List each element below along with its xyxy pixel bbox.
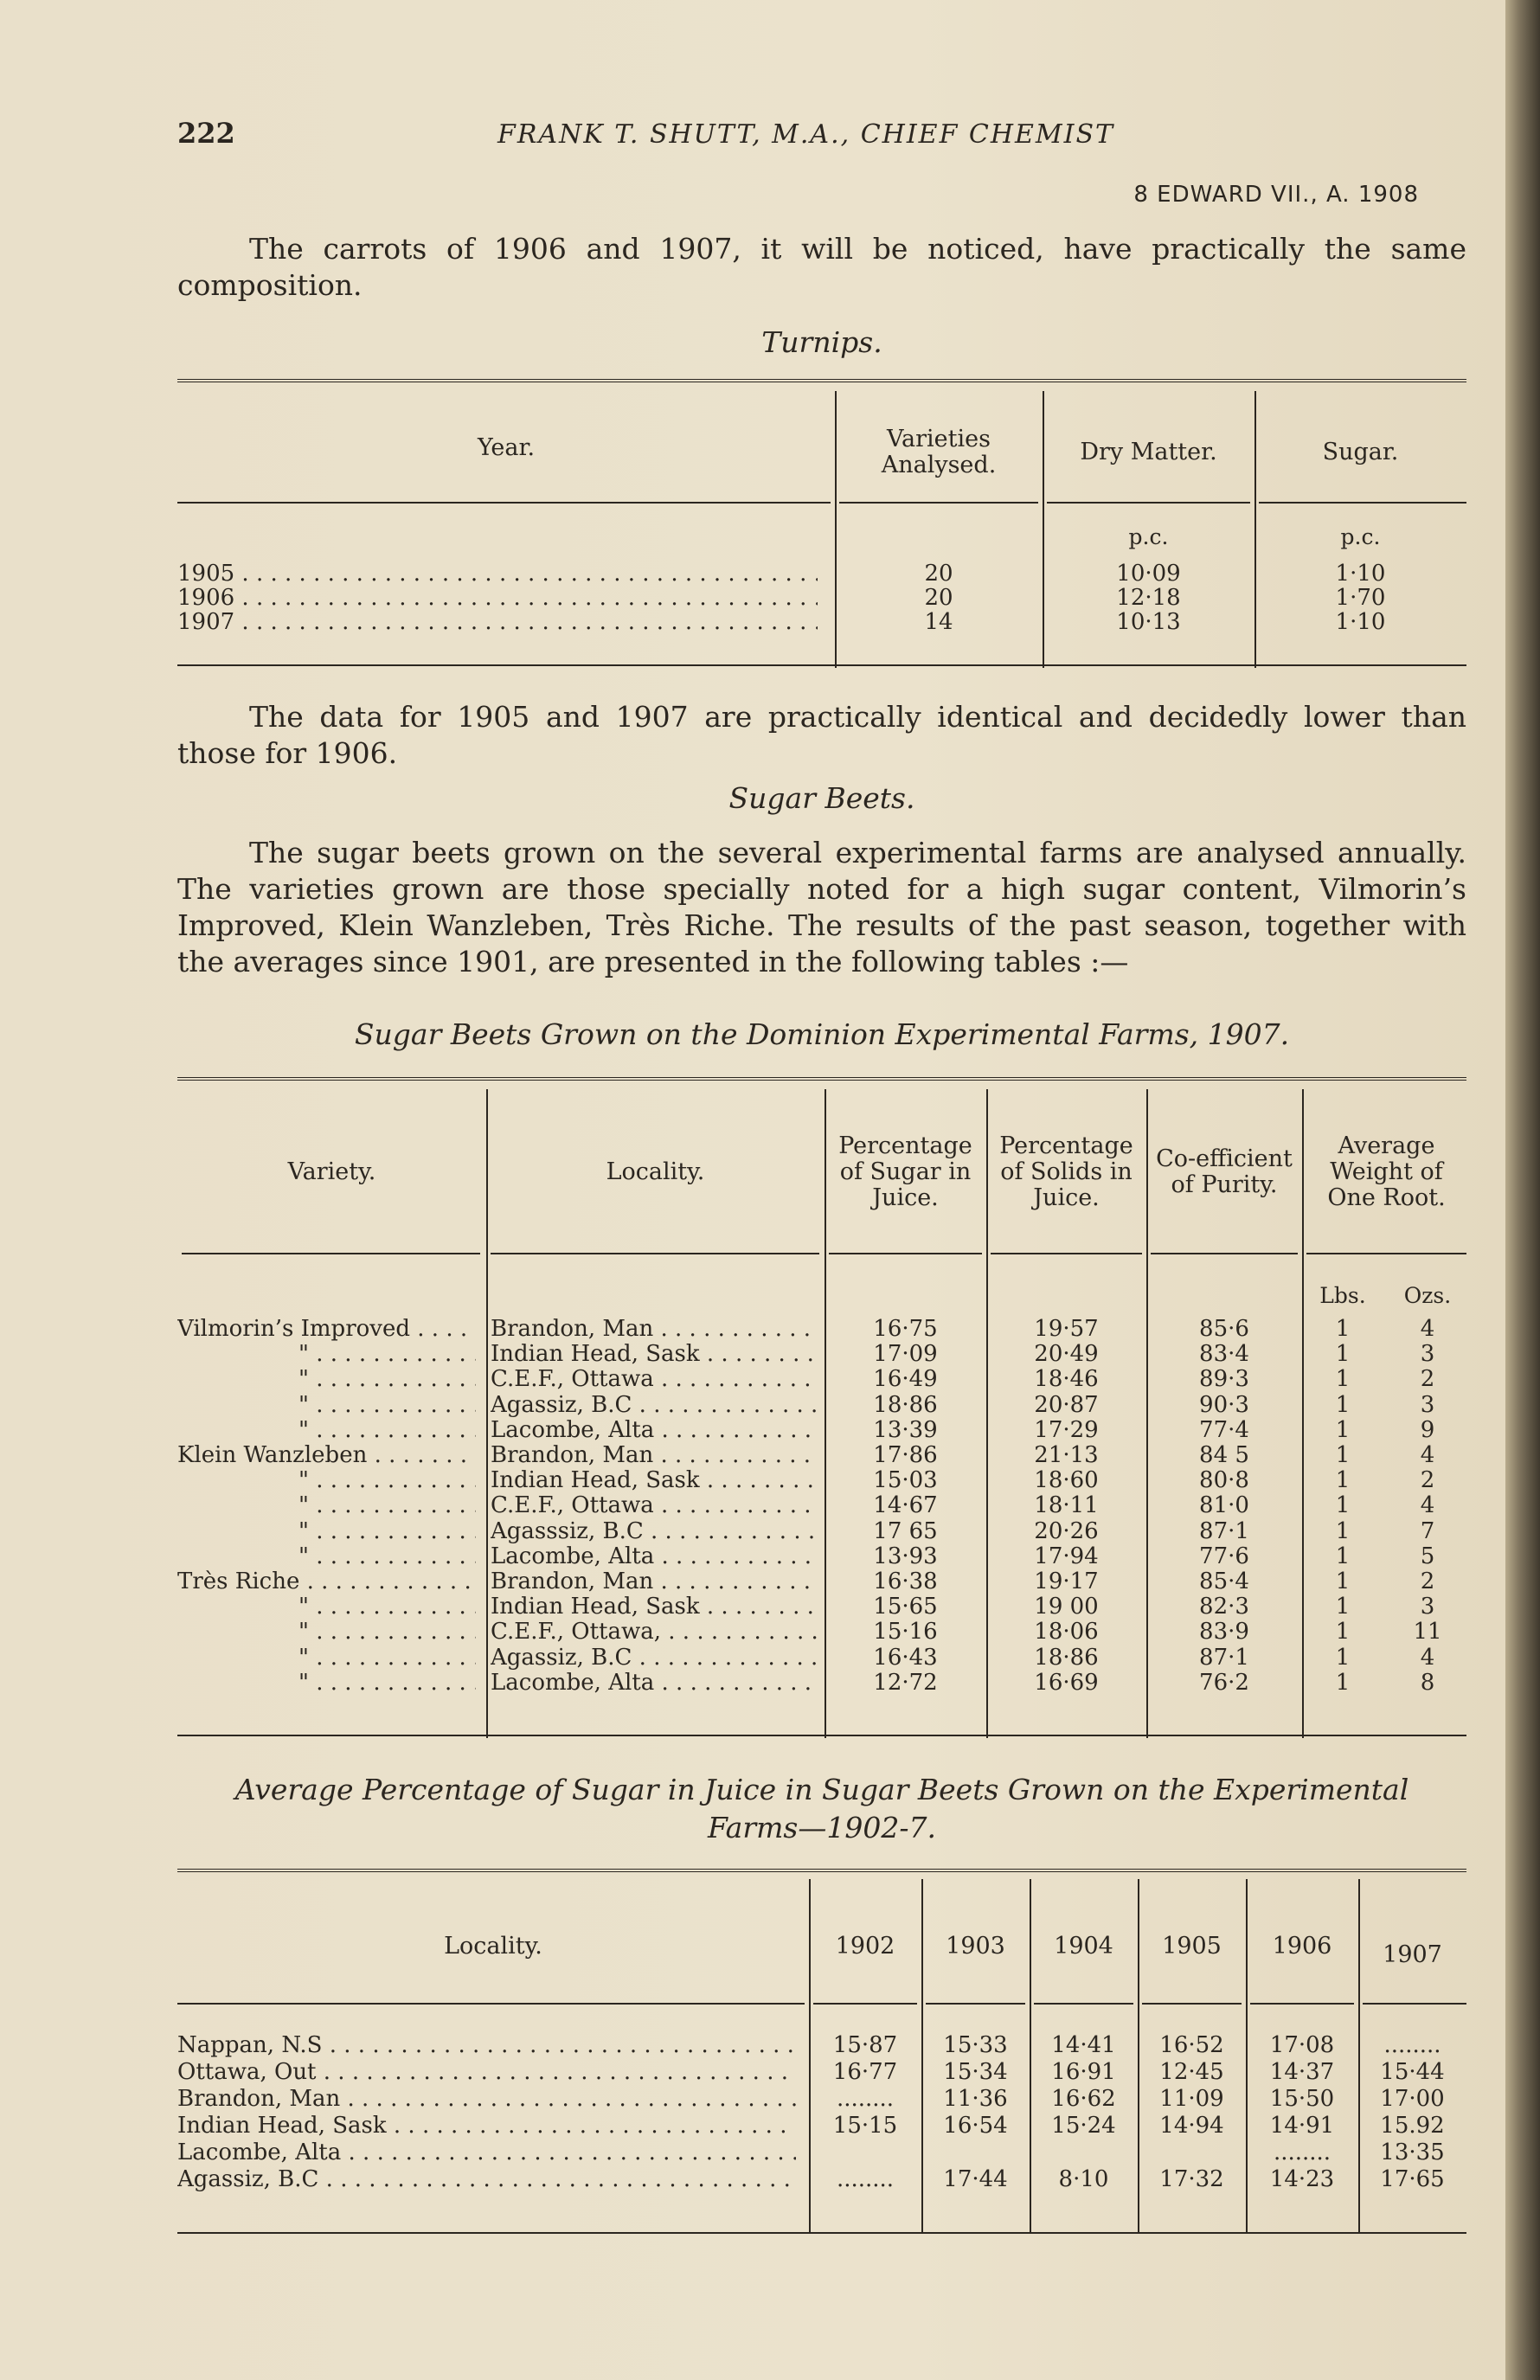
cell-value: 16·77 — [832, 2059, 898, 2085]
carrots-paragraph: The carrots of 1906 and 1907, it will be noticed, have practically the same composition. — [177, 232, 1466, 302]
table-row — [177, 1493, 1466, 1517]
cell-value: ........ — [836, 2086, 895, 2112]
table-row — [177, 2167, 1466, 2191]
cell-value: 17·44 — [943, 2166, 1008, 2192]
cell-variety: " . . . — [177, 1342, 476, 1366]
turnips-title: Turnips. — [761, 325, 882, 359]
cell-value: 15·34 — [943, 2059, 1008, 2085]
cell-ozs: 4 — [1420, 1644, 1435, 1671]
cell-locality: Brandon, Man . . . — [491, 1569, 818, 1594]
cell-value: 15·33 — [943, 2032, 1008, 2058]
running-head: FRANK T. SHUTT, M.A., CHIEF CHEMIST — [497, 119, 1115, 150]
cell-value: 16·52 — [1159, 2032, 1224, 2058]
cell-locality: Lacombe, Alta . . . — [491, 1418, 818, 1442]
cell-value: 17·32 — [1159, 2166, 1224, 2192]
cell-value: 17·08 — [1269, 2032, 1335, 2058]
cell-value: 12·45 — [1159, 2059, 1224, 2085]
cell-ozs: 7 — [1420, 1517, 1435, 1544]
cell-locality: Ottawa, Out . . . — [177, 2060, 796, 2084]
cell-ozs: 8 — [1420, 1669, 1435, 1696]
session-label: 8 EDWARD VII., A. 1908 — [1133, 182, 1419, 208]
cell-value: 17·00 — [1380, 2086, 1445, 2112]
table-row — [177, 1418, 1466, 1442]
table-row — [177, 1594, 1466, 1619]
cell-solids: 17·94 — [1034, 1543, 1099, 1569]
table-row — [177, 1443, 1466, 1467]
cell-locality: Indian Head, Sask . . . — [491, 1594, 818, 1619]
cell-purity: 82·3 — [1199, 1594, 1249, 1620]
table-row — [177, 1342, 1466, 1366]
cell-sugar: 13·39 — [873, 1416, 938, 1443]
cell-sugar: 17·09 — [873, 1341, 938, 1368]
header-purity: Co-efficient of Purity. — [1156, 1145, 1293, 1198]
cell-sugar: 16·75 — [873, 1316, 938, 1342]
cell-locality: C.E.F., Ottawa . . . — [491, 1367, 818, 1391]
cell-locality: Agassiz, B.C . . . — [177, 2167, 796, 2191]
cell-variety: " . . . — [177, 1519, 476, 1543]
beets-table-title: Sugar Beets Grown on the Dominion Experimental Farms, 1907. — [354, 1017, 1290, 1051]
cell-value: 15·87 — [832, 2032, 898, 2058]
cell-purity: 83·9 — [1199, 1619, 1249, 1645]
header-sugar: Sugar. — [1322, 439, 1399, 465]
cell-purity: 85·4 — [1199, 1568, 1249, 1594]
cell-value: ........ — [1273, 2139, 1331, 2165]
cell-value: ........ — [1383, 2032, 1441, 2058]
cell-solids: 18·11 — [1034, 1492, 1099, 1519]
cell-variety: " . . . — [177, 1418, 476, 1442]
cell-lbs: 1 — [1335, 1316, 1351, 1342]
cell-locality: Lacombe, Alta . . . — [177, 2140, 796, 2165]
cell-ozs: 3 — [1420, 1391, 1435, 1418]
cell-purity: 80·8 — [1199, 1467, 1249, 1494]
cell-ozs: 11 — [1413, 1619, 1442, 1645]
cell-purity: 77·6 — [1199, 1543, 1249, 1569]
cell-purity: 89·3 — [1199, 1366, 1249, 1393]
cell-value: 16·54 — [943, 2113, 1008, 2139]
cell-lbs: 1 — [1335, 1442, 1351, 1468]
header-year-1903: 1903 — [946, 1933, 1005, 1960]
table-row — [177, 1645, 1466, 1670]
cell-purity: 87·1 — [1199, 1517, 1249, 1544]
header-year: Year. — [477, 434, 536, 461]
cell-variety: " . . . — [177, 1645, 476, 1670]
table-row: 1905 . . . 20 10·09 1·10 — [177, 561, 1466, 586]
cell-sugar: 12·72 — [873, 1669, 938, 1696]
cell-solids: 19·17 — [1034, 1568, 1099, 1594]
cell-value: 15·44 — [1380, 2059, 1445, 2085]
cell-ozs: 2 — [1420, 1366, 1435, 1393]
cell-locality: Brandon, Man . . . — [491, 1317, 818, 1341]
header-dry-matter: Dry Matter. — [1080, 439, 1217, 465]
cell-variety: " . . . — [177, 1594, 476, 1619]
lbs-unit: Lbs. — [1319, 1283, 1366, 1308]
cell-variety: Très Riche . . . — [177, 1569, 476, 1594]
turnips-comment: The data for 1905 and 1907 are practically identical and decidedly lower than those for 1906. — [177, 700, 1466, 770]
dry-unit: p.c. — [1128, 524, 1169, 549]
cell-locality: C.E.F., Ottawa, . . . — [491, 1620, 818, 1644]
avg-table-title-line1: Average Percentage of Sugar in Juice in Sugar Beets Grown on the Experimental — [234, 1773, 1409, 1806]
average-sugar-table — [177, 1869, 1466, 2236]
cell-ozs: 4 — [1420, 1316, 1435, 1342]
sugar-unit: p.c. — [1340, 524, 1381, 549]
cell-purity: 81·0 — [1199, 1492, 1249, 1519]
cell-lbs: 1 — [1335, 1416, 1351, 1443]
table-row — [177, 2060, 1466, 2084]
header-varieties: Varieties Analysed. — [881, 426, 997, 478]
page-number: 222 — [177, 117, 235, 150]
cell-lbs: 1 — [1335, 1517, 1351, 1544]
cell-value: 15·15 — [832, 2113, 898, 2139]
cell-variety: " . . . — [177, 1544, 476, 1568]
cell-locality: C.E.F., Ottawa . . . — [491, 1493, 818, 1517]
header-weight: Average Weight of One Root. — [1327, 1132, 1446, 1211]
cell-lbs: 1 — [1335, 1543, 1351, 1569]
cell-variety: Klein Wanzleben . . . — [177, 1443, 476, 1467]
avg-table-title-line2: Farms—1902-7. — [708, 1811, 936, 1844]
cell-lbs: 1 — [1335, 1669, 1351, 1696]
cell-variety: " . . . — [177, 1493, 476, 1517]
cell-value: 8·10 — [1058, 2166, 1109, 2192]
cell-value: 15.92 — [1380, 2113, 1445, 2139]
cell-purity: 76·2 — [1199, 1669, 1249, 1696]
cell-ozs: 3 — [1420, 1341, 1435, 1368]
header-locality: Locality. — [606, 1158, 705, 1185]
ozs-unit: Ozs. — [1403, 1283, 1452, 1308]
cell-sugar: 18·86 — [873, 1391, 938, 1418]
cell-value: 13·35 — [1380, 2139, 1445, 2165]
cell-locality: Lacombe, Alta . . . — [491, 1671, 818, 1695]
cell-sugar: 16·49 — [873, 1366, 938, 1393]
cell-ozs: 9 — [1420, 1416, 1435, 1443]
table-row — [177, 1569, 1466, 1594]
cell-solids: 18·06 — [1034, 1619, 1099, 1645]
sugar-beets-heading: Sugar Beets. — [728, 781, 915, 815]
cell-value: 14·94 — [1159, 2113, 1224, 2139]
cell-lbs: 1 — [1335, 1391, 1351, 1418]
header-variety: Variety. — [287, 1158, 376, 1185]
cell-sugar: 15·16 — [873, 1619, 938, 1645]
cell-locality: Indian Head, Sask . . . — [491, 1468, 818, 1492]
cell-sugar: 13·93 — [873, 1543, 938, 1569]
cell-solids: 18·46 — [1034, 1366, 1099, 1393]
cell-locality: Indian Head, Sask . . . — [491, 1342, 818, 1366]
header-year-1907: 1907 — [1383, 1941, 1442, 1968]
cell-lbs: 1 — [1335, 1467, 1351, 1494]
cell-variety: " . . . — [177, 1671, 476, 1695]
cell-locality: Brandon, Man . . . — [177, 2087, 796, 2111]
cell-sugar: 16·43 — [873, 1644, 938, 1671]
cell-locality: Agasssiz, B.C . . . — [491, 1519, 818, 1543]
cell-locality: Lacombe, Alta . . . — [491, 1544, 818, 1568]
cell-ozs: 2 — [1420, 1467, 1435, 1494]
cell-value: 15·50 — [1269, 2086, 1335, 2112]
cell-purity: 85·6 — [1199, 1316, 1249, 1342]
cell-value: 16·91 — [1051, 2059, 1116, 2085]
cell-locality: Nappan, N.S . . . — [177, 2033, 796, 2057]
cell-sugar: 17 65 — [873, 1517, 938, 1544]
header-year-1906: 1906 — [1272, 1933, 1332, 1960]
cell-value: 15·24 — [1051, 2113, 1116, 2139]
cell-variety: Vilmorin’s Improved . . . — [177, 1317, 476, 1341]
cell-solids: 20·87 — [1034, 1391, 1099, 1418]
table-row — [177, 1317, 1466, 1341]
cell-solids: 21·13 — [1034, 1442, 1099, 1468]
cell-purity: 84 5 — [1199, 1442, 1249, 1468]
cell-value: ........ — [836, 2166, 895, 2192]
cell-locality: Indian Head, Sask . . . — [177, 2114, 796, 2138]
table-row — [177, 1544, 1466, 1568]
cell-lbs: 1 — [1335, 1492, 1351, 1519]
beets-table — [177, 1077, 1466, 1739]
header-solids-pct: Percentage of Solids in Juice. — [999, 1132, 1133, 1211]
cell-purity: 87·1 — [1199, 1644, 1249, 1671]
cell-ozs: 4 — [1420, 1442, 1435, 1468]
cell-variety: " . . . — [177, 1393, 476, 1417]
cell-purity: 77·4 — [1199, 1416, 1249, 1443]
cell-value: 16·62 — [1051, 2086, 1116, 2112]
cell-solids: 18·60 — [1034, 1467, 1099, 1494]
table-row — [177, 2033, 1466, 2057]
cell-value: 11·36 — [943, 2086, 1008, 2112]
header-year-1902: 1902 — [835, 1933, 895, 1960]
cell-ozs: 3 — [1420, 1594, 1435, 1620]
table-row — [177, 1519, 1466, 1543]
cell-lbs: 1 — [1335, 1619, 1351, 1645]
cell-sugar: 15·65 — [873, 1594, 938, 1620]
cell-locality: Agassiz, B.C . . . — [491, 1393, 818, 1417]
table-row — [177, 1393, 1466, 1417]
cell-variety: " . . . — [177, 1468, 476, 1492]
table-row — [177, 2140, 1466, 2165]
cell-value: 11·09 — [1159, 2086, 1224, 2112]
cell-lbs: 1 — [1335, 1568, 1351, 1594]
cell-value: 14·23 — [1269, 2166, 1335, 2192]
cell-value: 14·41 — [1051, 2032, 1116, 2058]
table-row — [177, 1367, 1466, 1391]
cell-solids: 16·69 — [1034, 1669, 1099, 1696]
cell-lbs: 1 — [1335, 1366, 1351, 1393]
cell-lbs: 1 — [1335, 1594, 1351, 1620]
cell-solids: 19·57 — [1034, 1316, 1099, 1342]
header-year-1905: 1905 — [1162, 1933, 1222, 1960]
cell-solids: 19 00 — [1034, 1594, 1099, 1620]
cell-purity: 90·3 — [1199, 1391, 1249, 1418]
book-spine — [1505, 0, 1540, 2380]
cell-solids: 20·26 — [1034, 1517, 1099, 1544]
cell-variety: " . . . — [177, 1620, 476, 1644]
cell-value: 14·91 — [1269, 2113, 1335, 2139]
cell-ozs: 2 — [1420, 1568, 1435, 1594]
table-row — [177, 2087, 1466, 2111]
cell-sugar: 14·67 — [873, 1492, 938, 1519]
header-year-1904: 1904 — [1054, 1933, 1113, 1960]
cell-solids: 18·86 — [1034, 1644, 1099, 1671]
header-avg-locality: Locality. — [444, 1933, 542, 1960]
cell-lbs: 1 — [1335, 1341, 1351, 1368]
cell-ozs: 4 — [1420, 1492, 1435, 1519]
table-row — [177, 1620, 1466, 1644]
cell-lbs: 1 — [1335, 1644, 1351, 1671]
header-sugar-pct: Percentage of Sugar in Juice. — [838, 1132, 972, 1211]
cell-solids: 17·29 — [1034, 1416, 1099, 1443]
cell-sugar: 17·86 — [873, 1442, 938, 1468]
cell-sugar: 16·38 — [873, 1568, 938, 1594]
cell-locality: Brandon, Man . . . — [491, 1443, 818, 1467]
cell-sugar: 15·03 — [873, 1467, 938, 1494]
sugar-beets-paragraph: The sugar beets grown on the several experimental farms are analysed annually. The varieties grown are those specially noted for a high sugar content, Vilmorin’s Improved, Klein Wanzleben, Très Riche. The results of the past season, together with the averages since 1901, are presented in the following tables :— — [177, 836, 1466, 978]
cell-ozs: 5 — [1420, 1543, 1435, 1569]
cell-value: 14·37 — [1269, 2059, 1335, 2085]
cell-purity: 83·4 — [1199, 1341, 1249, 1368]
cell-variety: " . . . — [177, 1367, 476, 1391]
cell-solids: 20·49 — [1034, 1341, 1099, 1368]
cell-locality: Agassiz, B.C . . . — [491, 1645, 818, 1670]
table-row — [177, 1468, 1466, 1492]
table-row: 1906 . . . 20 12·18 1·70 — [177, 586, 1466, 610]
table-row — [177, 2114, 1466, 2138]
cell-value: 17·65 — [1380, 2166, 1445, 2192]
turnips-table — [177, 379, 1466, 669]
table-row: 1907 . . . 14 10·13 1·10 — [177, 610, 1466, 634]
table-row — [177, 1671, 1466, 1695]
